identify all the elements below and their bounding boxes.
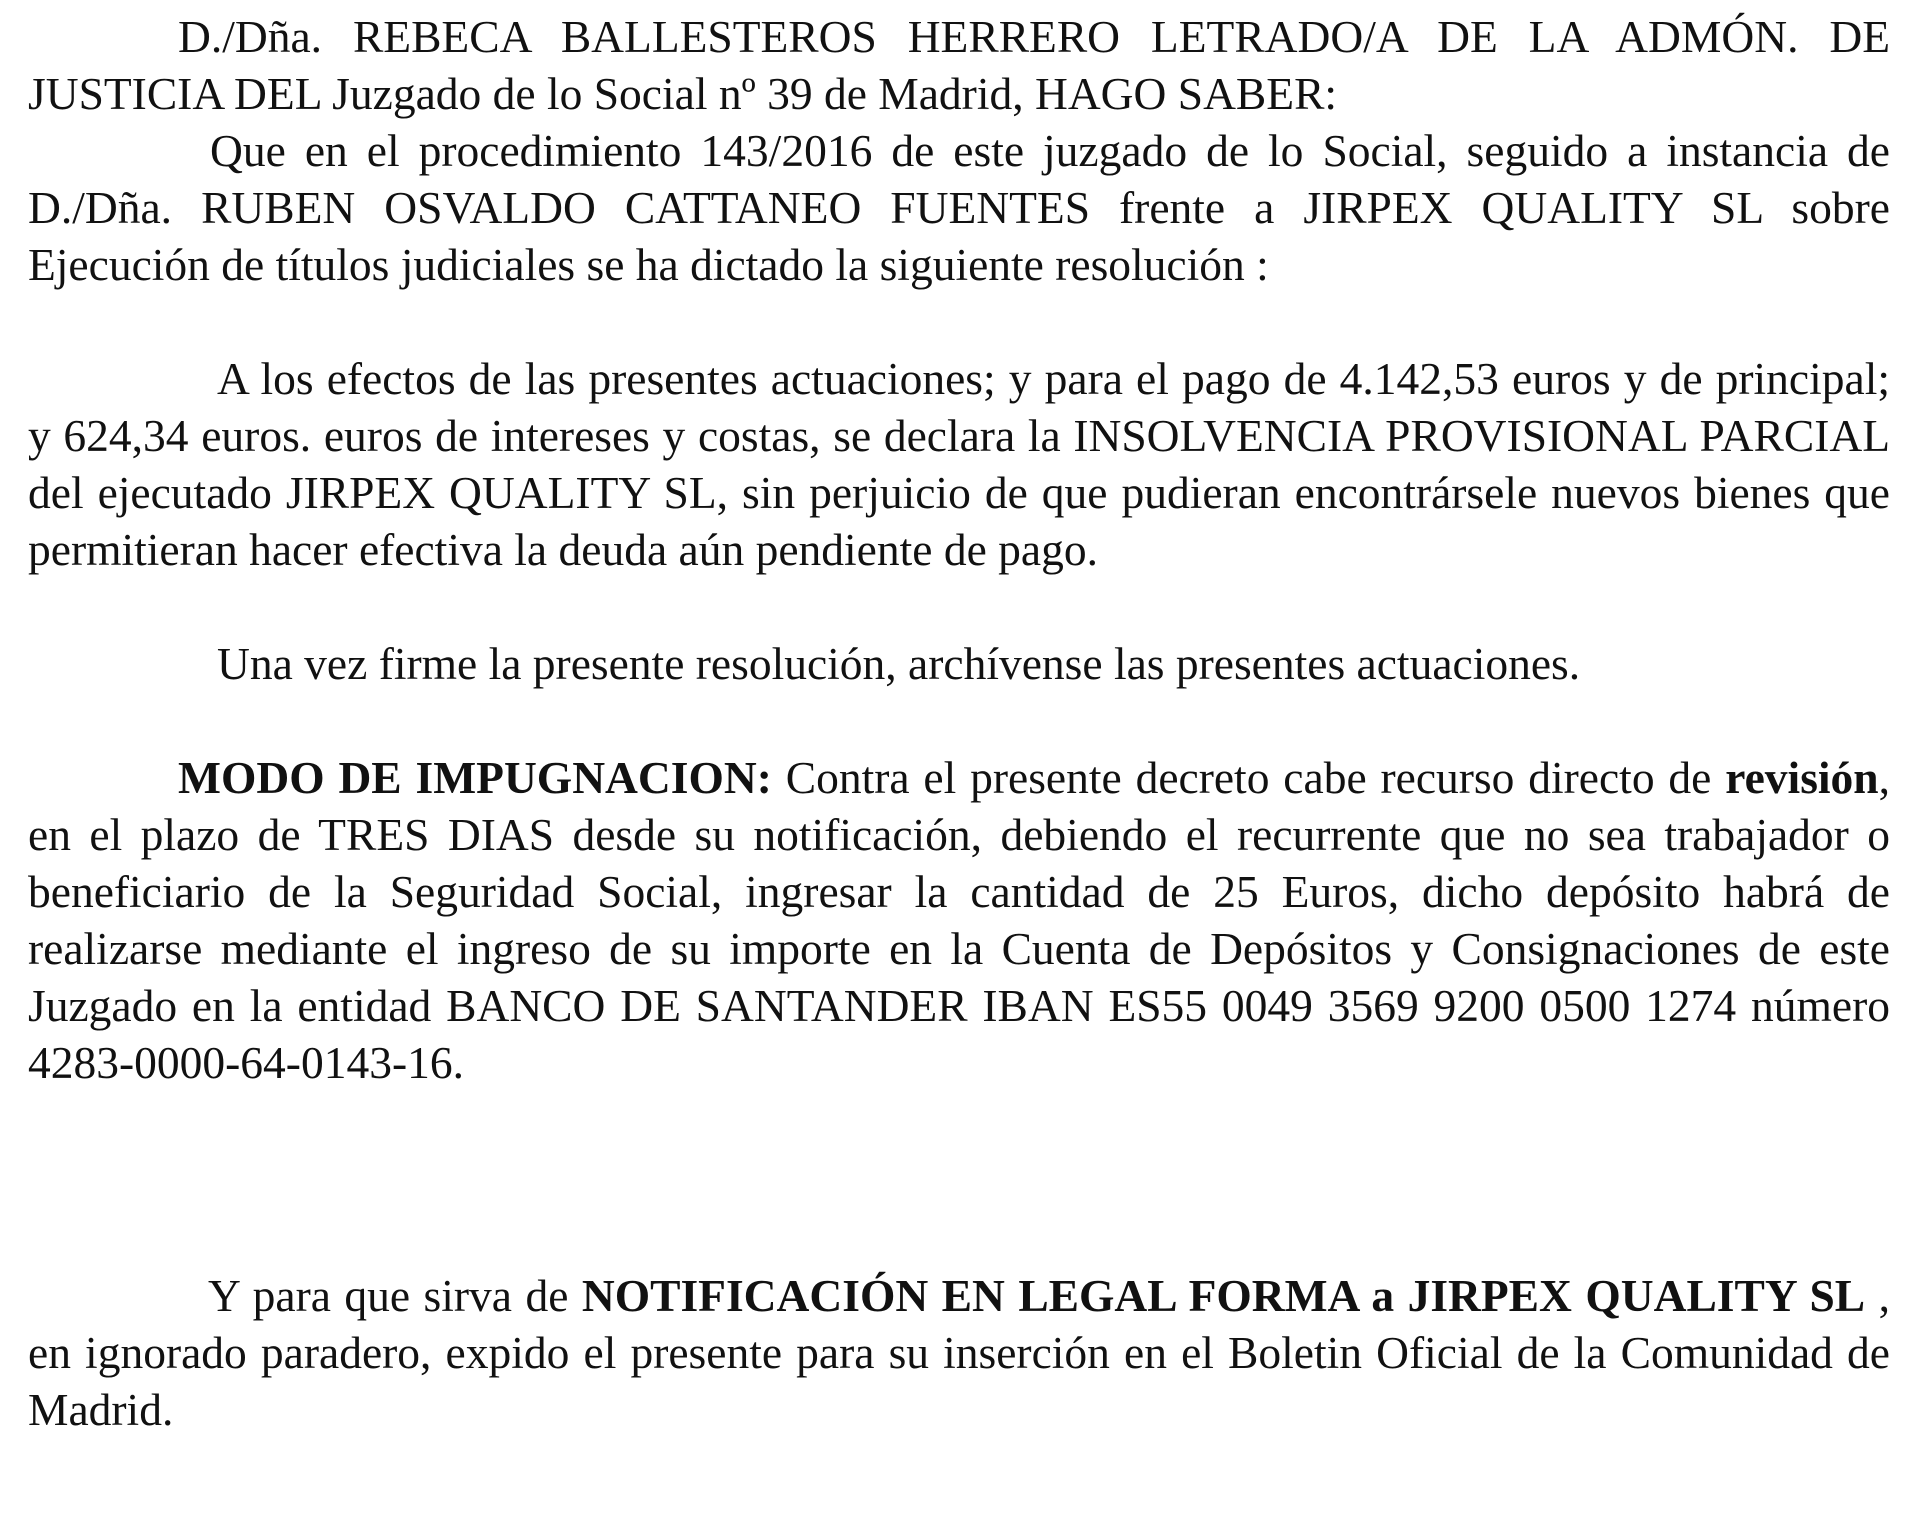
clerk-statement-text: D./Dña. REBECA BALLESTEROS HERRERO LETRADO/A DE LA ADMÓN. DE JUSTICIA DEL Juzgado de lo Social nº 39 de Madrid, HAGO SABER: [28,11,1890,119]
archive-text: Una vez firme la presente resolución, archívense las presentes actuaciones. [217,638,1581,689]
notification-text-2: , en ignorado paradero, expido el presente para su inserción en el Boletin Oficial de la Comunidad de Madrid. [28,1270,1890,1435]
notification-heading: NOTIFICACIÓN EN LEGAL FORMA a JIRPEX QUALITY SL [581,1270,1866,1321]
notification-text-1: Y para que sirva de [208,1270,582,1321]
spacer [28,293,1890,350]
insolvency-text: A los efectos de las presentes actuaciones; y para el pago de 4.142,53 euros y de principal; y 624,34 euros. euros de intereses y costas, se declara la INSOLVENCIA PROVISIONAL PARCIAL del ejecutado JIRPEX QUALITY SL, sin perjuicio de que pudieran encontrársele nuevos bienes que permitieran hacer efectiva la deuda aún pendiente de pago. [28,353,1890,575]
appeal-heading: MODO DE IMPUGNACION: [178,752,772,803]
spacer [28,692,1890,749]
procedure-text: Que en el procedimiento 143/2016 de este juzgado de lo Social, seguido a instancia de D./Dña. RUBEN OSVALDO CATTANEO FUENTES frente a JIRPEX QUALITY SL sobre Ejecución de títulos judiciales se ha dictado la siguiente resolución : [28,125,1890,290]
procedure-paragraph [28,122,1890,293]
clerk-statement-paragraph [28,8,1890,122]
appeal-text-2: , en el plazo de TRES DIAS desde su notificación, debiendo el recurrente que no sea trabajador o beneficiario de la Seguridad Social, ingresar la cantidad de 25 Euros, dicho depósito habrá de realizarse mediante el ingreso de su importe en la Cuenta de Depósitos y Consignaciones de este Juzgado en la entidad BANCO DE SANTANDER IBAN ES55 0049 3569 9200 0500 1274 número 4283-0000-64-0143-16. [28,752,1890,1088]
document-page [28,8,1890,1438]
appeal-paragraph [28,749,1890,1091]
notification-paragraph [28,1267,1890,1438]
spacer [28,1091,1890,1267]
archive-paragraph [28,635,1890,692]
spacer [28,578,1890,635]
revision-term: revisión [1725,752,1879,803]
insolvency-paragraph [28,350,1890,578]
appeal-text-1: Contra el presente decreto cabe recurso directo de [771,752,1726,803]
